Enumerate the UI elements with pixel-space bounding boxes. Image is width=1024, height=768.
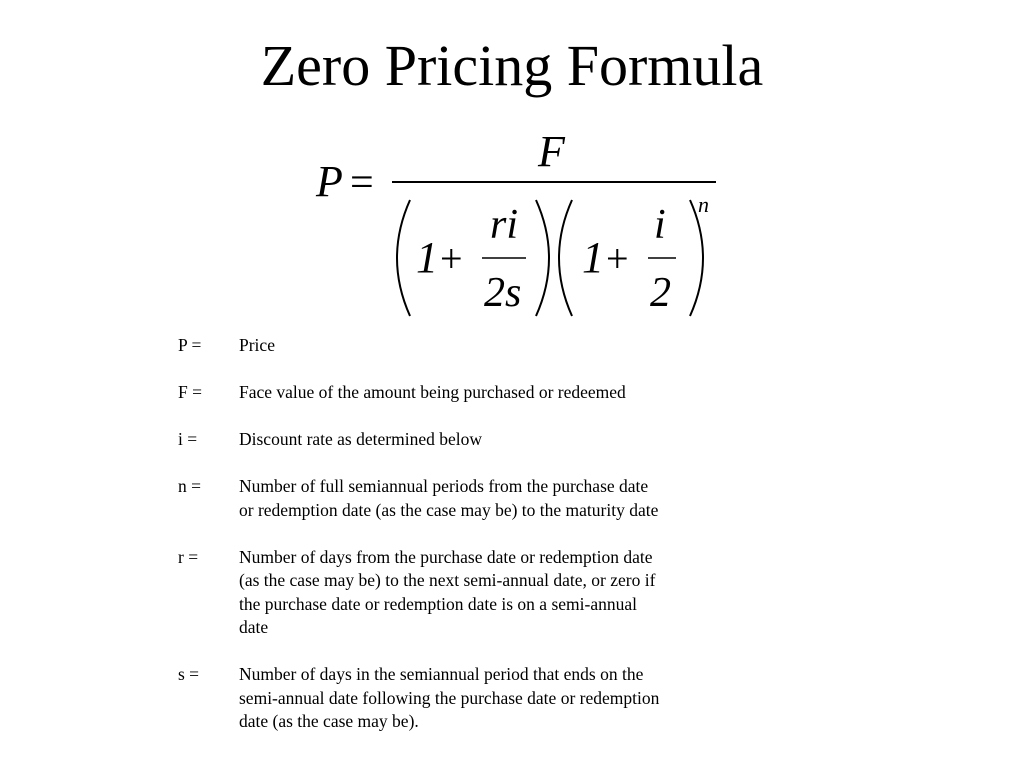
formula-graphic xyxy=(300,118,740,328)
definition-line: Number of full semiannual periods from the purchase date xyxy=(239,476,649,496)
definition-line: the purchase date or redemption date is on a semi-annual xyxy=(239,593,637,614)
definition-row-s xyxy=(178,663,738,734)
definition-line: (as the case may be) to the next semi-annual date, or zero if xyxy=(239,570,656,590)
term1-left-paren xyxy=(397,200,410,316)
zero-pricing-formula xyxy=(300,118,740,328)
definition-description xyxy=(239,428,738,452)
definition-term: s = xyxy=(178,664,200,684)
slide-title: Zero Pricing Formula xyxy=(260,33,764,98)
term2-left-paren xyxy=(559,200,572,316)
definition-line: semi-annual date following the purchase date or redemption xyxy=(239,687,660,708)
term1-fraction-denominator: 2s xyxy=(484,270,522,316)
definition-line: Price xyxy=(239,335,275,355)
definition-term: F = xyxy=(178,382,202,402)
formula-numerator: F xyxy=(538,127,565,176)
definition-description xyxy=(239,546,738,640)
term1-fraction-numerator: ri xyxy=(490,202,519,248)
definition-line: date xyxy=(239,617,269,637)
definition-description xyxy=(239,475,738,522)
definition-line: Discount rate as determined below xyxy=(239,429,482,449)
definition-line: or redemption date (as the case may be) to the maturity date xyxy=(239,499,659,520)
term1-plus: + xyxy=(440,236,463,281)
definition-description xyxy=(239,381,738,405)
term1-right-paren xyxy=(536,200,549,316)
definition-description xyxy=(239,663,738,734)
definition-line: Number of days in the semiannual period that ends on the xyxy=(239,664,644,684)
term2-fraction-numerator: i xyxy=(654,202,666,248)
formula-lhs: P xyxy=(316,157,343,206)
definition-term: n = xyxy=(178,476,201,496)
definition-line: Number of days from the purchase date or redemption date xyxy=(239,546,653,567)
term2-right-paren xyxy=(690,200,703,316)
definition-row-f xyxy=(178,381,738,405)
definitions-list xyxy=(178,334,738,734)
definition-term: P = xyxy=(178,335,202,355)
definition-line: date (as the case may be). xyxy=(239,711,419,731)
definition-row-n xyxy=(178,475,738,522)
definition-term: r = xyxy=(178,546,199,567)
definition-row-i xyxy=(178,428,738,452)
definition-row-r xyxy=(178,546,738,640)
term2-fraction-denominator: 2 xyxy=(650,270,671,316)
formula-equals: = xyxy=(350,160,374,206)
term2-plus: + xyxy=(606,236,629,281)
definition-description xyxy=(239,334,738,358)
term1-one: 1 xyxy=(416,233,438,282)
definition-row-p xyxy=(178,334,738,358)
formula-exponent: n xyxy=(698,192,709,217)
definition-line: Face value of the amount being purchased or redeemed xyxy=(239,382,626,402)
definition-term: i = xyxy=(178,429,198,449)
term2-one: 1 xyxy=(582,233,604,282)
